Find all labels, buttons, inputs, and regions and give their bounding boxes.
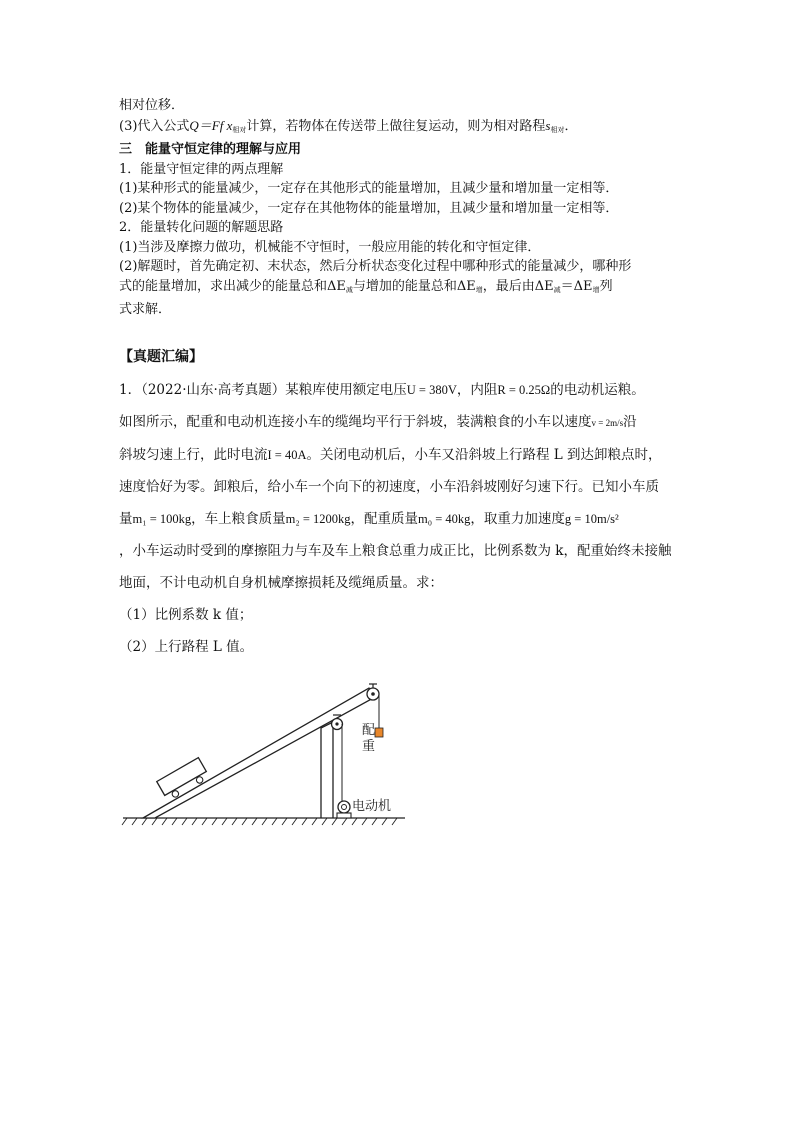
subsection-2-title: 2．能量转化问题的解题思路 (119, 220, 284, 235)
math-g: g = 10m/s² (564, 511, 619, 526)
motor-icon (338, 801, 350, 813)
math-current: I = 40A (267, 447, 307, 462)
document-body (119, 96, 679, 663)
question-line: 量m₁ = 100kg，车上粮食质量m₂ = 1200kg，配重质量m₀ = 40kg，取重力加速度g = 10m/s² (119, 510, 619, 527)
counterweight-label: 重 (362, 738, 376, 753)
question-line: 速度恰好为零。卸粮后，给小车一个向下的初速度，小车沿斜坡刚好匀速下行。已知小车质 (119, 478, 659, 495)
counterweight (375, 728, 383, 737)
motor-label: 电动机 (352, 798, 392, 813)
paragraph: (1)某种形式的能量减少，一定存在其他形式的能量增加，且减少量和增加量一定相等． (119, 181, 619, 196)
formula-q: Q＝Ff x (189, 117, 233, 133)
incline-diagram (119, 676, 419, 836)
question-line: 如图所示，配重和电动机连接小车的缆绳均平行于斜坡，装满粮食的小车以速度v = 2m/s沿 (119, 413, 637, 430)
question-line: 地面，不计电动机自身机械摩擦损耗及缆绳质量。求： (119, 574, 443, 591)
paragraph: (1)当涉及摩擦力做功，机械能不守恒时，一般应用能的转化和守恒定律． (119, 239, 541, 255)
math-velocity: v = 2m/s (591, 417, 624, 428)
question-line: 1．（2022·山东·高考真题）某粮库使用额定电压U = 380V，内阻R = 0.25Ω的电动机运粮。 (119, 381, 645, 398)
math-m1: m₁ = 100kg (132, 511, 192, 526)
sub-question-2: （2）上行路程 L 值。 (119, 638, 254, 655)
intro-line-1: 相对位移． (119, 98, 185, 113)
zhenti-heading: 【真题汇编】 (119, 348, 203, 365)
counterweight-label: 配 (362, 722, 376, 737)
intro-line-2: (3)代入公式Q＝Ff $x_{相对}$计算，若物体在传送带上做往复运动，则为相对路程$s_{相对}$． (119, 117, 578, 134)
math-resistance: R = 0.25Ω (497, 382, 551, 397)
question-line: ，小车运动时受到的摩擦阻力与车及车上粮食总重力成正比，比例系数为 k，配重始终未接触 (119, 542, 672, 559)
support-frame (321, 722, 333, 818)
section-3-title: 三 能量守恒定律的理解与应用 (119, 142, 302, 157)
sub-question-1: （1）比例系数 k 值； (119, 606, 253, 623)
motor-base (337, 813, 351, 818)
paragraph: (2)解题时，首先确定初、末状态，然后分析状态变化过程中哪种形式的能量减少，哪种形 (119, 259, 632, 274)
subsection-1-title: 1．能量守恒定律的两点理解 (119, 161, 284, 177)
question-line: 斜坡匀速上行，此时电流I = 40A。关闭电动机后，小车又沿斜坡上行路程 L 到达卸粮点时， (119, 446, 662, 463)
math-voltage: U = 380V (406, 382, 457, 397)
math-m0: m₀ = 40kg (418, 511, 471, 526)
paragraph: 式求解． (119, 302, 172, 317)
paragraph: 式的能量增加，求出减少的能量总和$\Delta E_减$与增加的能量总和$\Delta E_增$，最后由$\Delta E_减=\Delta E_增$列 (119, 278, 613, 294)
math-m2: m₂ = 1200kg (285, 511, 351, 526)
question-1 (119, 374, 679, 663)
paragraph: (2)某个物体的能量减少，一定存在其他物体的能量增加，且减少量和增加量一定相等． (119, 200, 619, 216)
ground-hatch (122, 818, 397, 825)
